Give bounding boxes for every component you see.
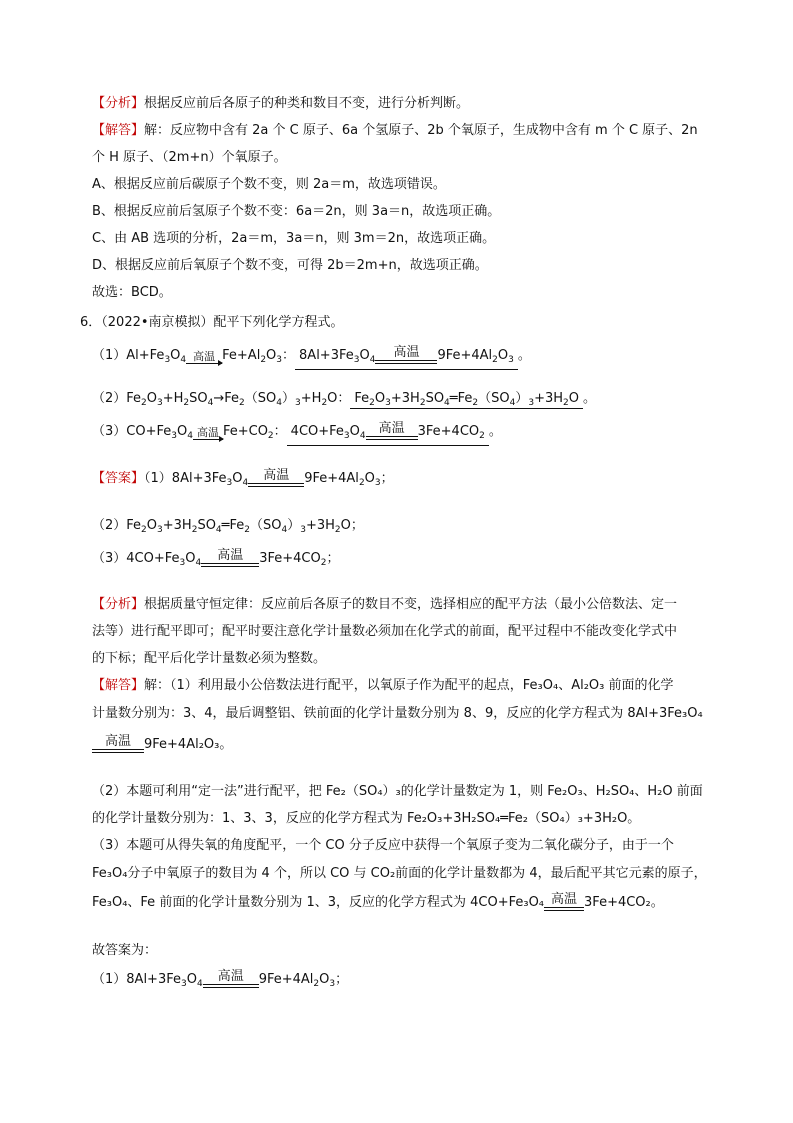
answer-choice: 故选：BCD。 (92, 285, 172, 300)
answer-part-2: $(2)Fe_2O_3+3H_2SO_4═Fe_2(SO_4)_3+3H_2O$； (92, 518, 364, 535)
answer-tag: 【答案】 (92, 471, 145, 486)
answer-blank-1: $8Al+3Fe_3O_4$ 高温 $9Fe+4Al_2O_3$ (295, 343, 518, 370)
solution2-tag: 【解答】 (92, 678, 145, 693)
solution-tag: 【解答】 (92, 123, 145, 138)
equals-sign: ═ (449, 391, 458, 406)
analysis2-tag: 【分析】 (92, 597, 145, 612)
equals-sign (375, 346, 437, 369)
question-6-part-2: $(2)Fe_2O_3+H_2SO_4\to Fe_2(SO_4)_3+H_2O$： $Fe_2O_3+3H_2SO_4═Fe_2(SO_4)_3+3H_2O$ 。 (92, 391, 597, 408)
solution2-line-6: （3）本题可从得失氧的角度配平，一个 CO 分子反应中获得一个氧原子变为二氧化碳分子，由于一个 (92, 838, 674, 853)
analysis2-line-3: 的下标；配平后化学计量数必须为整数。 (92, 651, 327, 666)
equals-sign (201, 549, 259, 572)
condition-label: 高温 (193, 350, 216, 363)
condition-label: 高温 (263, 468, 290, 483)
answer-part-label: （1） (144, 471, 172, 486)
solution2-paragraph (92, 677, 674, 695)
condition-label: 高温 (217, 969, 244, 984)
condition-label: 高温 (196, 426, 219, 439)
question-6-part-1: $(1)Al+Fe_3O_4$ 高温 $Fe+Al_2O_3$： $8Al+3Fe_3O_4$ 高温 $9Fe+4Al_2O_3$ 。 (92, 343, 531, 370)
solution2-line-8 (92, 890, 664, 916)
final-answer-label: 故答案为： (92, 943, 158, 958)
answer-part-label: （1） (92, 972, 127, 987)
equals-sign (92, 735, 144, 758)
analysis2-line-2: 法等）进行配平即可；配平时要注意化学计量数必须加在化学式的前面，配平过程中不能改变化学式中 (92, 624, 678, 639)
question-6-part-3: $(3)CO+Fe_3O_4$ 高温 $Fe+CO_2$： $4CO+Fe_3O_4$ 高温 $3Fe+4CO_2$ 。 (92, 419, 502, 446)
analysis2-paragraph (92, 596, 677, 614)
equals-sign (366, 422, 418, 445)
equals-sign (203, 970, 259, 993)
solution2-line-3 (92, 732, 232, 758)
answer-part-3: $(3)4CO+Fe_3O_4$ 高温 $3Fe+4CO_2$； (92, 546, 340, 572)
solution2-line-2: 计量数分别为：3、4，最后调整铝、铁前面的化学计量数分别为 8、9，反应的化学方程式为 8Al+3Fe₃O₄ (92, 706, 703, 721)
question-6-title: 6．（2022•南京模拟）配平下列化学方程式。 (80, 315, 344, 330)
reaction-arrow (186, 351, 222, 370)
condition-label: 高温 (104, 734, 131, 749)
analysis-paragraph (92, 95, 469, 113)
option-d: D、根据反应前后氧原子个数不变，可得 2b＝2m+n，故选项正确。 (92, 258, 488, 273)
final-answer-part-1: $(1)8Al+3Fe_3O_4$ 高温 $9Fe+4Al_2O_3$； (92, 967, 348, 993)
option-c: C、由 AB 选项的分析，2a＝m，3a＝n，则 3m＝2n，故选项正确。 (92, 231, 496, 246)
equals-sign (248, 469, 304, 492)
solution2-line-8-tail: 3Fe+4CO₂。 (584, 895, 664, 910)
condition-label: 高温 (551, 892, 578, 907)
analysis2-line-1: 根据质量守恒定律：反应前后各原子的数目不变，选择相应的配平方法（最小公倍数法、定一 (144, 597, 678, 612)
solution2-line-8-head: Fe₃O₄、Fe 前面的化学计量数分别为 1、3，反应的化学方程式为 4CO+Fe₃O₄ (92, 895, 545, 910)
analysis-tag: 【分析】 (92, 96, 145, 111)
condition-label: 高温 (378, 421, 405, 436)
solution2-line-7: Fe₃O₄分子中氧原子的数目为 4 个，所以 CO 与 CO₂前面的化学计量数都为 4，最后配平其它元素的原子， (92, 866, 707, 881)
answer-part-1: 【答案】$(1)8Al+3Fe_3O_4$ 高温 $9Fe+4Al_2O_3$； (92, 466, 394, 492)
solution2-line-3-tail: 9Fe+4Al₂O₃。 (144, 737, 233, 752)
solution2-line-5: 的化学计量数分别为：1、3、3，反应的化学方程式为 Fe₂O₃+3H₂SO₄═Fe₂（SO₄）₃+3H₂O。 (92, 811, 641, 826)
equals-sign: ═ (221, 518, 230, 533)
answer-blank-3: $4CO+Fe_3O_4$ 高温 $3Fe+4CO_2$ (287, 419, 489, 446)
option-a: A、根据反应前后碳原子个数不变，则 2a＝m，故选项错误。 (92, 177, 446, 192)
option-b: B、根据反应前后氢原子个数不变：6a＝2n，则 3a＝n，故选项正确。 (92, 204, 501, 219)
answer-part-label: （2） (92, 518, 127, 533)
answer-blank-2: $Fe_2O_3+3H_2SO_4═Fe_2(SO_4)_3+3H_2O$ (350, 390, 583, 409)
solution2-line-1: 解：（1）利用最小公倍数法进行配平，以氧原子作为配平的起点，Fe₃O₄、Al₂O₃ 前面的化学 (144, 678, 674, 693)
equals-sign (544, 893, 584, 916)
solution-paragraph (92, 122, 698, 140)
condition-label: 高温 (217, 548, 244, 563)
analysis-text: 根据反应前后各原子的种类和数目不变，进行分析判断。 (144, 96, 470, 111)
solution-line-1: 解：反应物中含有 2a 个 C 原子、6a 个氢原子、2b 个氧原子，生成物中含有 m 个 C 原子、2n (144, 123, 698, 138)
condition-label: 高温 (393, 345, 420, 360)
solution2-line-4: （2）本题可利用“定一法”进行配平，把 Fe₂（SO₄）₃的化学计量数定为 1，则 Fe₂O₃、H₂SO₄、H₂O 前面 (92, 784, 703, 799)
solution-line-2: 个 H 原子、（2m+n）个氧原子。 (92, 150, 287, 165)
answer-part-label: （3） (92, 551, 127, 566)
reaction-arrow (193, 427, 223, 446)
